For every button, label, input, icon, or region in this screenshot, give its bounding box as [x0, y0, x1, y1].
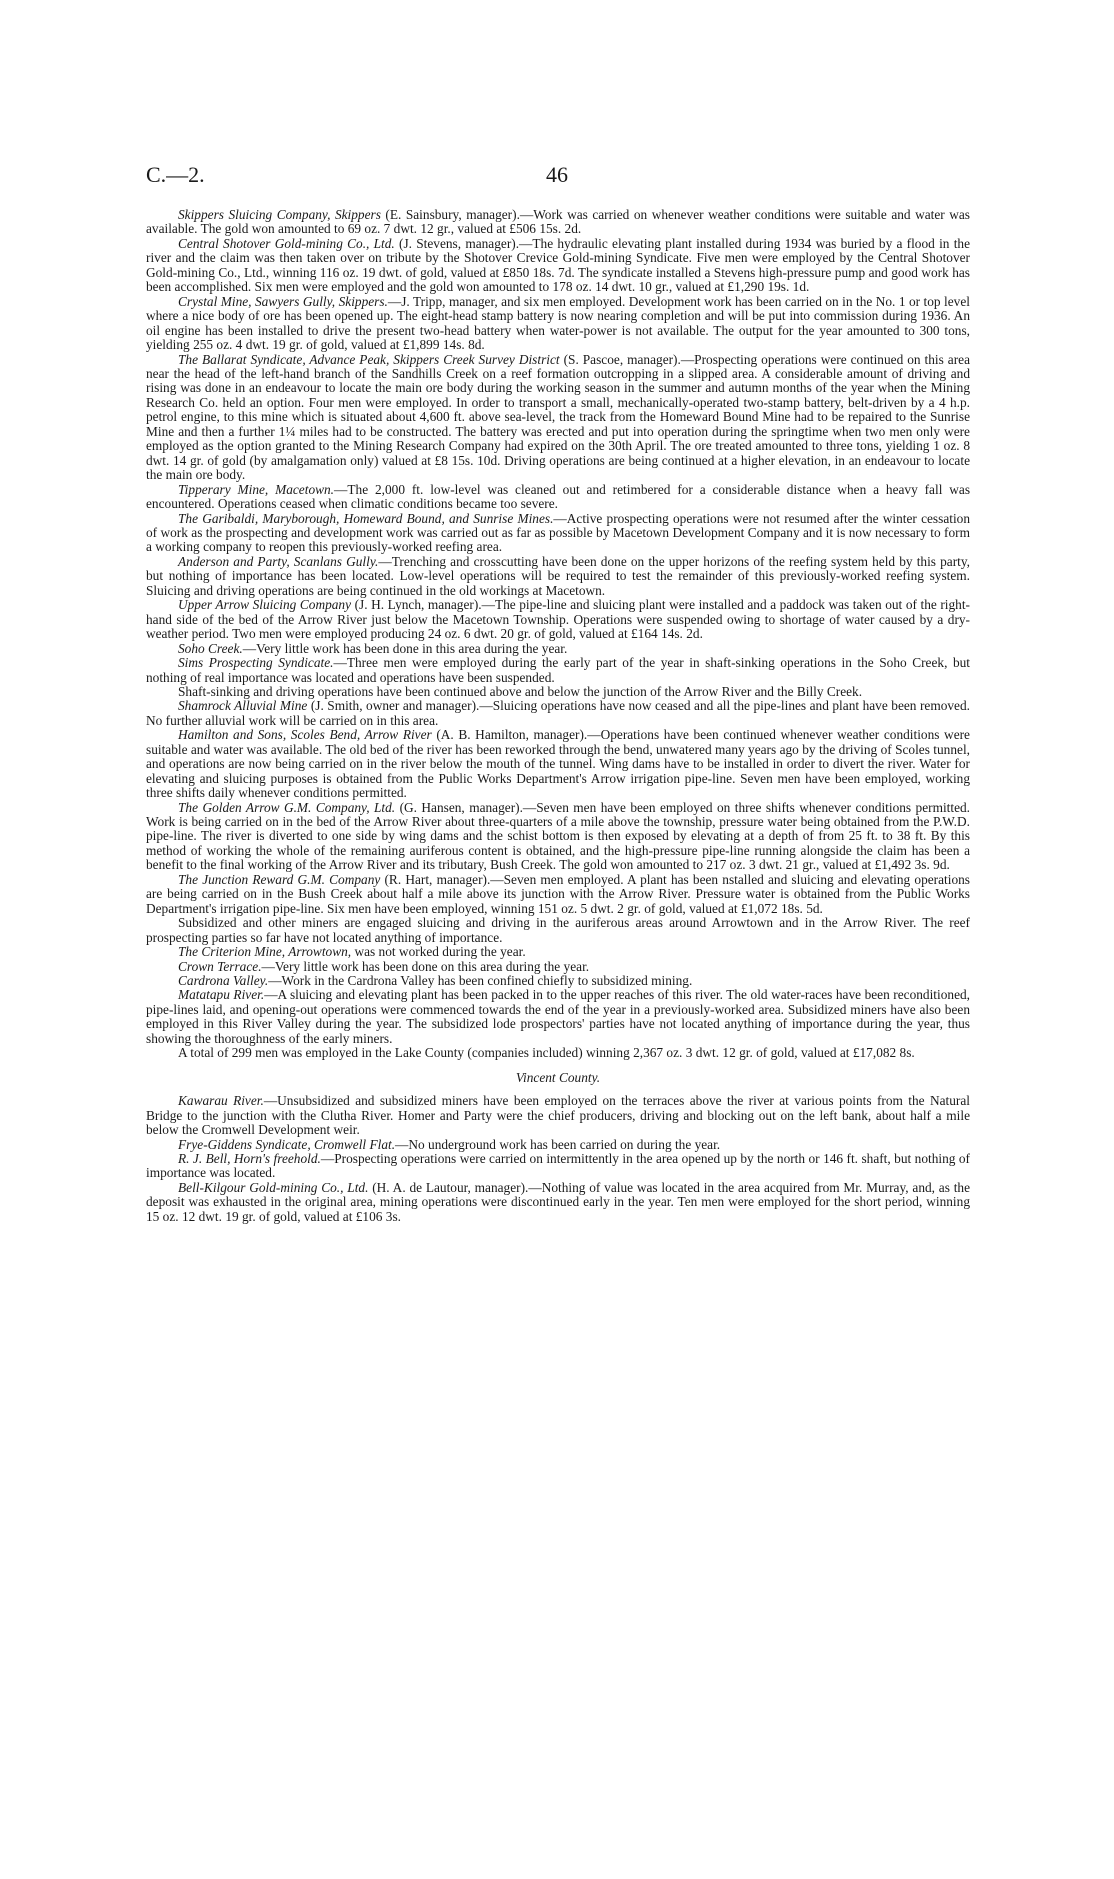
page-header — [146, 162, 968, 188]
paragraph-text: Shaft-sinking and driving operations have been continued above and below the junction of the Arrow River and the Billy Creek. — [178, 683, 863, 699]
paragraph — [146, 512, 970, 555]
paragraph — [146, 656, 970, 685]
paragraph — [146, 960, 970, 974]
paragraph — [146, 974, 970, 988]
section-heading: Vincent County. — [515, 1069, 601, 1085]
paragraph-heading: The Criterion Mine, Arrowtown, — [178, 944, 352, 960]
paragraph-text: (G. Hansen, manager).—Seven men have been employed on three shifts whenever conditions permitted. Work is being carried on in the bed of the Arrow River about three-quarters of a mile above the township, pressure water being obtained from the P.W.D. pipe-line. The river is diverted to one side by wing dams and the schist bottom is then exposed by elevating at a depth of from 25 ft. to 38 ft. By this method of working the whole of the remaining auriferous content is obtained, and the high-pressure pipe-line running alongside the claim has been a benefit to the final working of the Arrow River and its tributary, Bush Creek. The gold won amounted to 217 oz. 3 dwt. 21 gr., valued at £1,492 3s. 9d. — [146, 799, 971, 873]
paragraph-text: (H. A. de Lautour, manager).—Nothing of value was located in the area acquired from Mr. Murray, and, as the deposit was exhausted in the original area, mining operations were discontinued early in the year. Ten men were employed for the short period, winning 15 oz. 12 dwt. 19 gr. of gold, valued at £106 3s. — [146, 1179, 971, 1224]
paragraph-heading: Anderson and Party, Scanlans Gully. — [178, 553, 379, 569]
paragraph — [146, 728, 970, 800]
paragraph — [146, 483, 970, 512]
paragraph — [146, 801, 970, 873]
paragraph-heading: The Golden Arrow G.M. Company, Ltd. — [178, 799, 396, 815]
paragraph — [146, 598, 970, 641]
paragraph-heading: Tipperary Mine, Macetown. — [178, 481, 335, 497]
paragraph-heading: Shamrock Alluvial Mine — [178, 698, 308, 714]
paragraph-heading: Bell-Kilgour Gold-mining Co., Ltd. — [178, 1179, 369, 1195]
paragraph-text: —Trenching and crosscutting have been done on the upper horizons of the reefing system held by this party, but nothing of importance has been located. Low-level operations will be required to test the remainder of this previously-worked reefing system. Sluicing and driving operations are being continued in the old workings at Macetown. — [146, 553, 970, 598]
paragraph — [146, 237, 970, 295]
paragraph — [146, 873, 970, 916]
paragraph-heading: The Garibaldi, Maryborough, Homeward Bound, and Sunrise Mines. — [178, 510, 554, 526]
paragraph-text: —The 2,000 ft. low-level was cleaned out and retimbered for a considerable distance when a heavy fall was encountered. Operations ceased when climatic conditions became too severe. — [146, 481, 971, 512]
paragraph-heading: Hamilton and Sons, Scoles Bend, Arrow River — [178, 727, 432, 743]
paragraph — [146, 1152, 970, 1181]
paragraph-text: (A. B. Hamilton, manager).—Operations have been continued whenever weather conditions were suitable and water was available. The old bed of the river has been reworked through the bend, unwatered many years ago by the driving of Scoles tunnel, and operations are now being carried on in the river below the mouth of the tunnel. Wing dams have to be installed in order to divert the river. Water for elevating and sluicing purposes is obtained from the Public Works Department's Arrow irrigation pipe-line. Seven men have been employed, working three shifts daily whenever conditions permitted. — [146, 727, 970, 801]
document-reference: C.—2. — [146, 162, 205, 187]
paragraph — [146, 945, 970, 959]
paragraph-heading: The Junction Reward G.M. Company — [178, 871, 381, 887]
paragraph-text: was not worked during the year. — [351, 944, 526, 960]
paragraph-heading: Sims Prospecting Syndicate. — [178, 655, 334, 671]
paragraph — [146, 685, 970, 699]
paragraph — [146, 642, 970, 656]
paragraph-heading: The Ballarat Syndicate, Advance Peak, Skippers Creek Survey District — [178, 351, 560, 367]
paragraph-text: (E. Sainsbury, manager).—Work was carried on whenever weather conditions were suitable and water was available. The gold won amounted to 69 oz. 7 dwt. 12 gr., valued at £506 15s. 2d. — [146, 207, 970, 237]
paragraph-text: (J. Smith, owner and manager).—Sluicing operations have now ceased and all the pipe-lines and plant have been removed. No further alluvial work will be carried on in this area. — [146, 698, 970, 728]
paragraph-text: —Very little work has been done on this area during the year. — [261, 958, 590, 974]
paragraph — [146, 1181, 970, 1224]
paragraph — [146, 555, 970, 598]
paragraph-text: —J. Tripp, manager, and six men employed. Development work has been carried on in the No. 1 or top level where a nice body of ore has been opened up. The eight-head stamp battery is now nearing completion and will be put into commission during 1936. An oil engine has been installed to drive the present two-head battery when water-power is not available. The output for the year amounted to 300 tons, yielding 255 oz. 4 dwt. 19 gr. of gold, valued at £1,899 14s. 8d. — [146, 293, 970, 353]
paragraph-text: (R. Hart, manager).—Seven men employed. A plant has been nstalled and sluicing and elevating operations are being carried on in the Bush Creek about half a mile above its junction with the Arrow River. Pressure water is obtained from the Public Works Department's irrigation pipe-line. Six men have been employed, winning 151 oz. 5 dwt. 2 gr. of gold, valued at £1,072 18s. 5d. — [146, 871, 970, 916]
paragraph-text: —Work in the Cardrona Valley has been confined chiefly to subsidized mining. — [268, 973, 693, 989]
paragraph-heading: Upper Arrow Sluicing Company — [178, 597, 352, 613]
paragraph — [146, 1094, 970, 1137]
paragraph-heading: Crown Terrace. — [178, 958, 262, 974]
paragraph-text: —Three men were employed during the early part of the year in shaft-sinking operations in the Soho Creek, but nothing of real importance was located and operations have been suspended. — [146, 655, 970, 685]
paragraph-heading: Kawarau River. — [178, 1093, 264, 1109]
paragraph-text: —Prospecting operations were carried on intermittently in the area opened up by the north or 146 ft. shaft, but nothing of importance was located. — [146, 1151, 970, 1181]
paragraph-heading: Central Shotover Gold-mining Co., Ltd. — [178, 235, 395, 251]
paragraph — [146, 988, 970, 1046]
paragraph-heading: R. J. Bell, Horn's freehold. — [178, 1151, 321, 1166]
paragraph — [146, 353, 970, 483]
paragraph-text: Subsidized and other miners are engaged sluicing and driving in the auriferous areas around Arrowtown and in the Arrow River. The reef prospecting parties so far have not located anything of importance. — [146, 915, 970, 945]
paragraph-text: —Unsubsidized and subsidized miners have been employed on the terraces above the river at various points from the Natural Bridge to the junction with the Clutha River. Homer and Party were the chief producers, driving and blocking out on the left bank, about half a mile below the Cromwell Development weir. — [146, 1093, 970, 1138]
paragraph — [146, 1046, 970, 1060]
paragraph-text: (S. Pascoe, manager).—Prospecting operations were continued on this area near the head of the left-hand branch of the Sandhills Creek on a reef formation outcropping in a slipped area. A considerable amount of driving and rising was done in an endeavour to locate the main ore body during the working season in the summer and autumn months of the year when the Mining Research Co. held an option. Four men were employed. In order to transport a small, mechanically-operated two-stamp battery, belt-driven by a 4 h.p. petrol engine, to this mine which is situated about 4,600 ft. above sea-level, the track from the Homeward Bound Mine had to be repaired to the Sunrise Mine and then a further 1¼ miles had to be constructed. The battery was erected and put into operation during the springtime when two men only were employed as the option granted to the Mining Research Company had expired on the 30th April. The ore treated amounted to three tons, yielding 1 oz. 8 dwt. 14 gr. of gold (by amalgamation only) valued at £8 15s. 10d. Driving operations are being continued at a higher elevation, in an endeavour to locate the main ore body. — [146, 351, 970, 483]
paragraph-text: A total of 299 men was employed in the Lake County (companies included) winning 2,367 oz. 3 dwt. 12 gr. of gold, valued at £17,082 8s. — [178, 1045, 915, 1061]
paragraph-text: (J. H. Lynch, manager).—The pipe-line and sluicing plant were installed and a paddock was taken out of the right-hand side of the bed of the Arrow River just below the Macetown Township. Operations were suspended owing to shortage of water caused by a dry-weather period. Two men were employed producing 24 oz. 6 dwt. 20 gr. of gold, valued at £164 14s. 2d. — [146, 597, 970, 642]
paragraph-heading: Skippers Sluicing Company, Skippers — [178, 207, 381, 222]
paragraph-heading: Cardrona Valley. — [178, 973, 269, 989]
paragraph-text: —No underground work has been carried on during the year. — [395, 1136, 721, 1152]
paragraph-text: (J. Stevens, manager).—The hydraulic elevating plant installed during 1934 was buried by a flood in the river and the claim was then taken over on tribute by the Shotover Crevice Gold-mining Syndicate. Five men were employed by the Central Shotover Gold-mining Co., Ltd., winning 116 oz. 19 dwt. of gold, valued at £850 18s. 7d. The syndicate installed a Stevens high-pressure pump and good work has been accomplished. Six men were employed and the gold won amounted to 178 oz. 14 dwt. 10 gr., valued at £1,290 19s. 1d. — [146, 235, 970, 295]
paragraph — [146, 699, 970, 728]
paragraph-heading: Crystal Mine, Sawyers Gully, Skippers. — [178, 293, 388, 309]
page-number: 46 — [546, 162, 568, 187]
paragraph-text: —Very little work has been done in this area during the year. — [242, 640, 568, 656]
paragraph-text: —A sluicing and elevating plant has been packed in to the upper reaches of this river. The old water-races have been reconditioned, pipe-lines laid, and opening-out operations were commenced towards the end of the year in a previously-worked area. Subsidized miners have also been employed in this River Valley during the year. The subsidized lode prospectors' parties have not located anything of importance during the year, thus showing the thoroughness of the early miners. — [146, 987, 970, 1046]
paragraph-text: —Active prospecting operations were not resumed after the winter cessation of work as the prospecting and development work was carried out as far as possible by Macetown Development Company and it is now necessary to form a working company to reopen this previously-worked reefing area. — [146, 510, 970, 555]
paragraph — [146, 208, 970, 237]
paragraph-heading: Soho Creek. — [178, 640, 243, 656]
document-body — [146, 208, 970, 1224]
paragraph — [146, 295, 970, 353]
paragraph — [146, 916, 970, 945]
paragraph-heading: Frye-Giddens Syndicate, Cromwell Flat. — [178, 1136, 396, 1152]
paragraph — [146, 1138, 970, 1152]
paragraph-heading: Matatapu River. — [178, 987, 265, 1003]
